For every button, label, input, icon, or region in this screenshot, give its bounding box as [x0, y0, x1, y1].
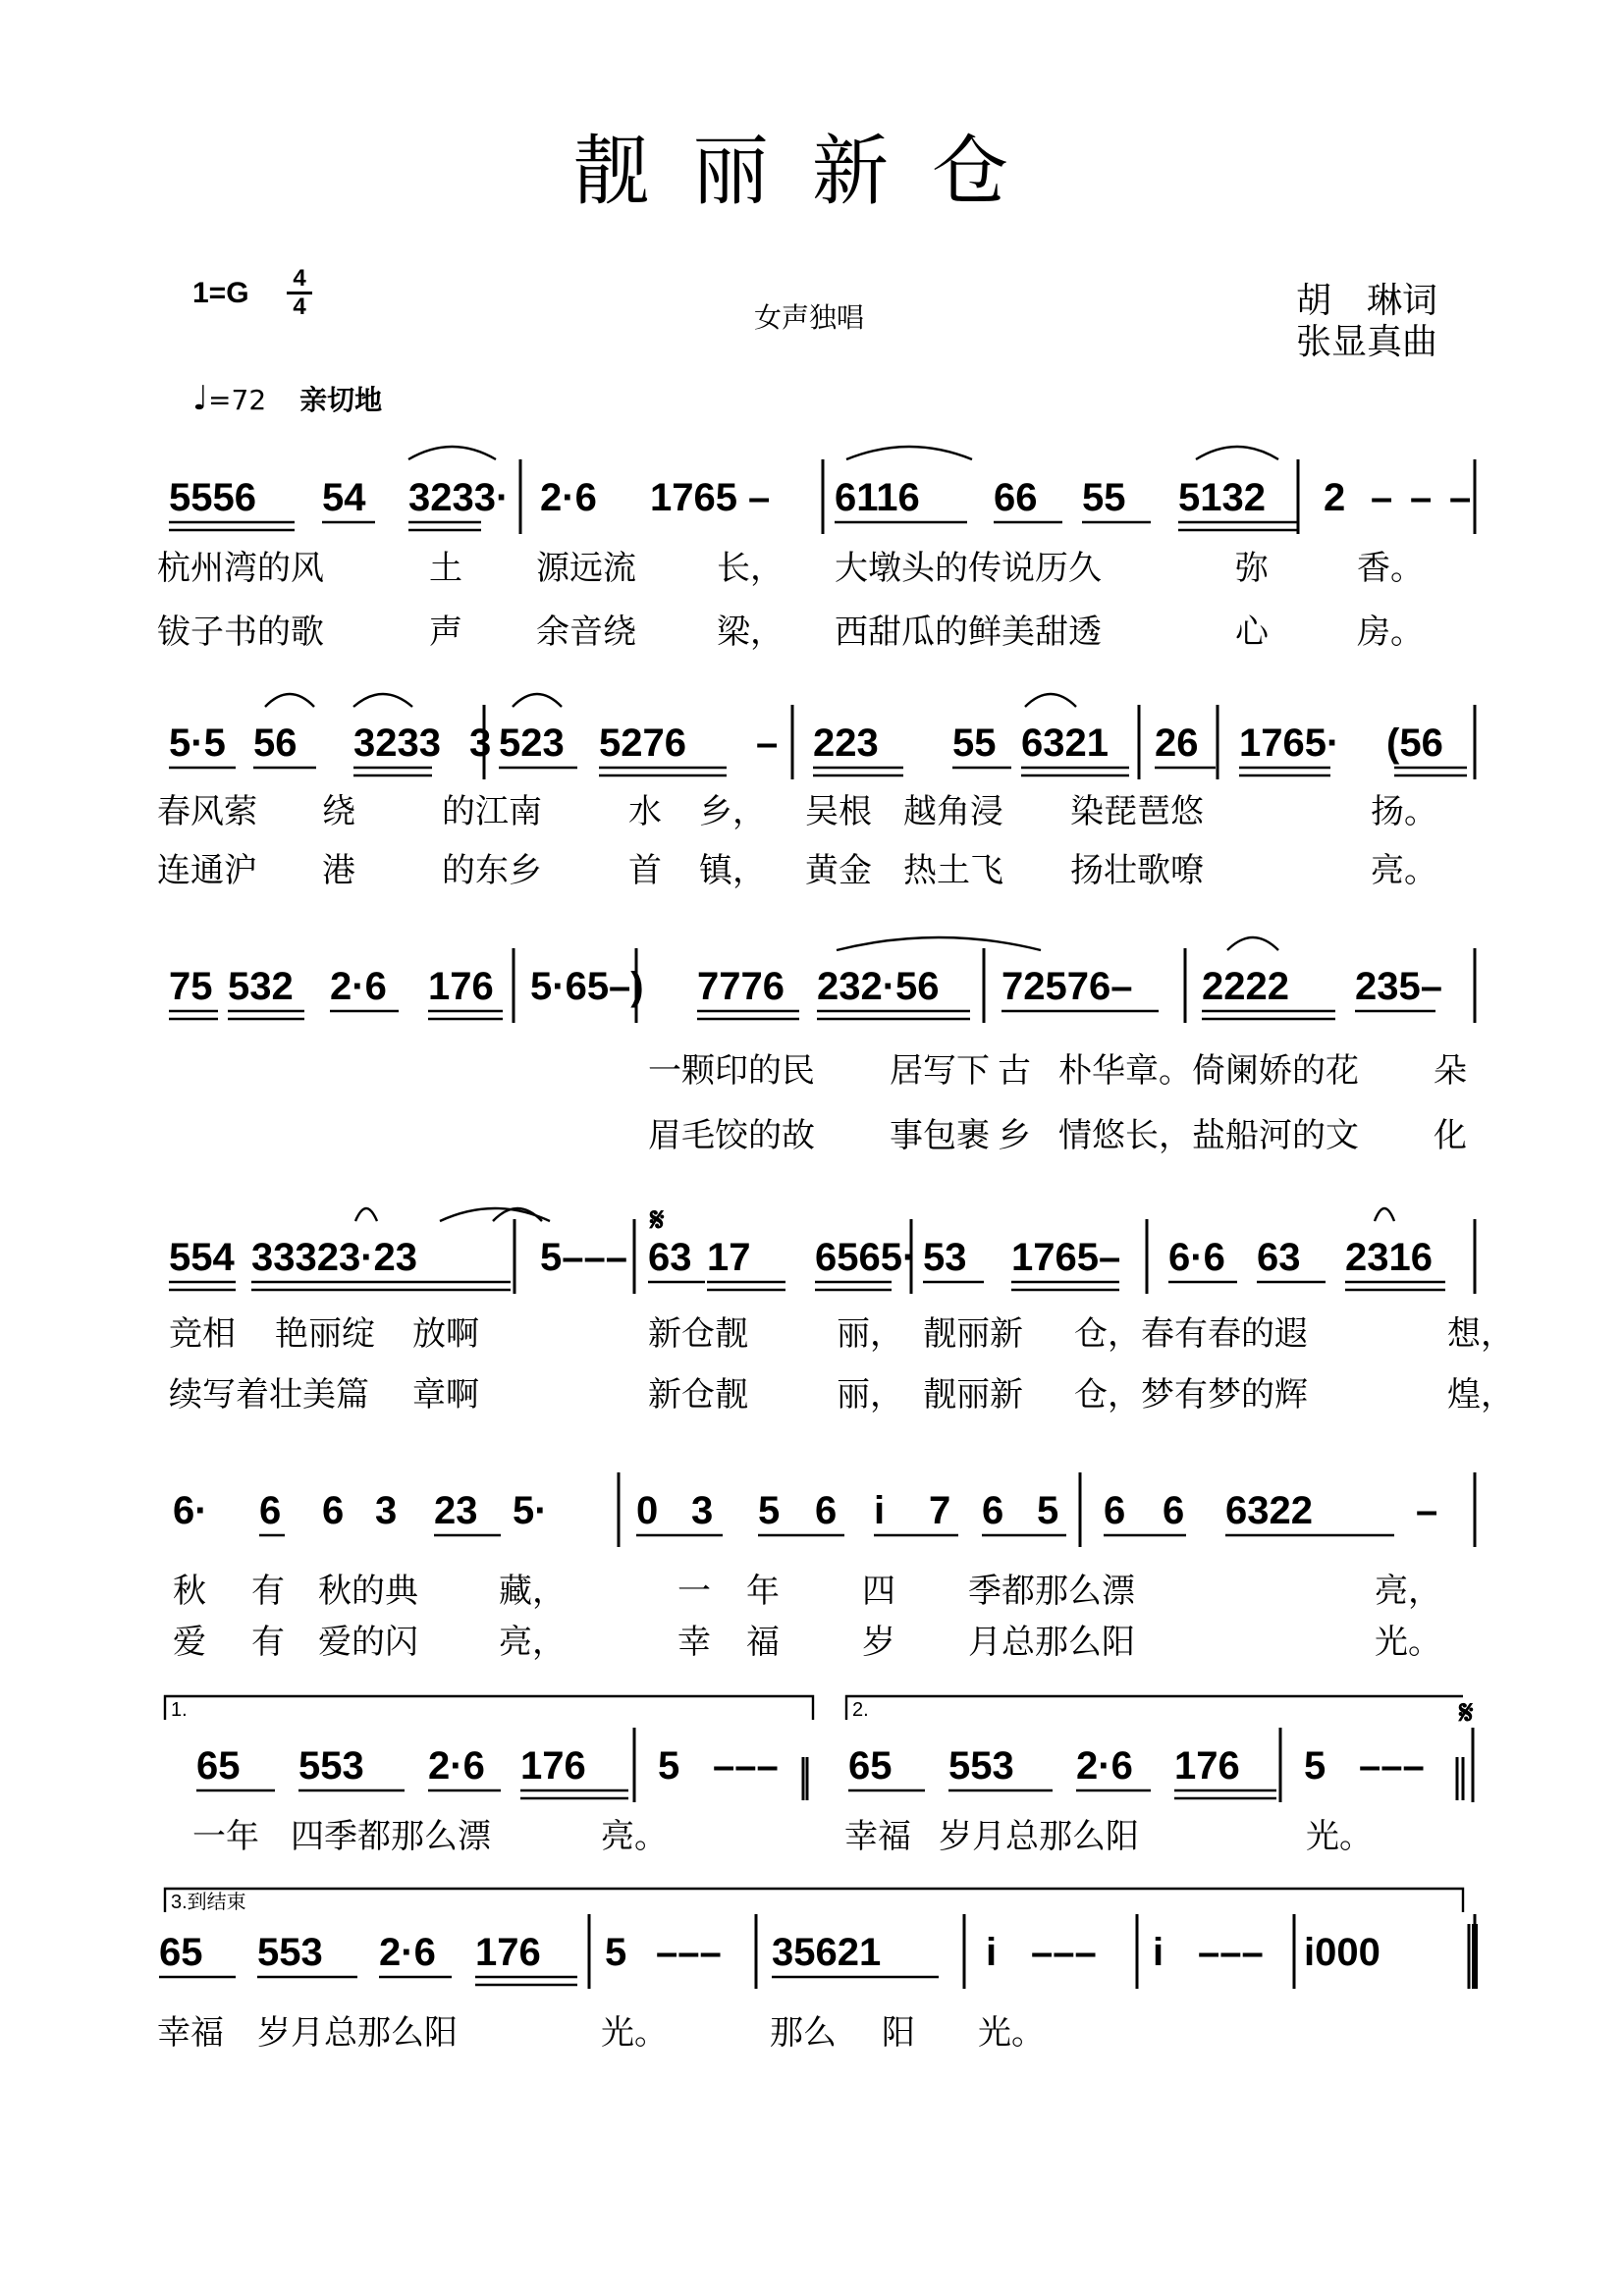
lyric-text: 居写下 [890, 1051, 990, 1091]
lyric-text: 一年 [192, 1817, 259, 1856]
note-group: ––– [1198, 1931, 1264, 1974]
note-group: 235– [1355, 965, 1442, 1008]
lyric-text: 连通沪 [157, 851, 257, 890]
composer-credit: 张显真曲 [1296, 322, 1438, 362]
note-group: 1765– [1011, 1236, 1121, 1279]
note-group: 3 [469, 721, 492, 765]
lyric-text: 秋的典 [318, 1572, 418, 1611]
note-group: 2·6 [330, 965, 387, 1008]
lyric-text: 春风萦 [157, 792, 257, 831]
note-group: 6322 [1225, 1489, 1313, 1532]
lyric-text: 仓，春有春的遐 [1074, 1314, 1308, 1354]
slur-arc [513, 694, 562, 707]
lyric-text: 朵 [1434, 1051, 1467, 1091]
note-group: 72576– [1001, 965, 1133, 1008]
lyric-text: 心 [1235, 613, 1269, 652]
note-group: 5 [1304, 1744, 1326, 1788]
lyric-text: 水 [628, 792, 662, 831]
note-group: 55 [952, 721, 997, 765]
note-group: 176 [1174, 1744, 1240, 1788]
note-group: 176 [428, 965, 494, 1008]
note-group: 55 [1082, 476, 1126, 519]
note-group: 553 [257, 1931, 323, 1974]
lyric-text: 福 [746, 1623, 780, 1662]
key-signature: 1=G [192, 277, 249, 309]
note-group: 5 [605, 1931, 627, 1974]
note-group: 5556 [169, 476, 256, 519]
note-group: 6 [1163, 1489, 1185, 1532]
lyric-text: 艳丽绽 [275, 1314, 375, 1354]
lyric-text: 仓，梦有梦的辉 [1074, 1375, 1308, 1415]
note-group: 1765· [1239, 721, 1340, 765]
slur-arc [837, 937, 1041, 950]
lyric-text: 朴华章。倚阑娇的花 [1058, 1051, 1359, 1091]
lyric-text: 古 [998, 1051, 1031, 1091]
ending-1-label: 1. [171, 1699, 188, 1721]
lyric-text: 藏， [499, 1572, 566, 1611]
lyric-text: 声 [429, 613, 462, 652]
note-group: 6·6 [1168, 1236, 1225, 1279]
slur-arc [265, 694, 314, 707]
lyric-text: 岁月总那么阳 [257, 2013, 458, 2053]
lyric-text: 事包裹 [890, 1116, 990, 1155]
ending-3-label: 3.到结束 [171, 1892, 246, 1913]
note-group: 35621 [772, 1931, 882, 1974]
note-group: (56 [1386, 721, 1443, 765]
note-group: – [1449, 476, 1472, 519]
note-group: 0 [636, 1489, 659, 1532]
lyric-text: 黄金 [805, 851, 872, 890]
lyric-text: 杭州湾的风 [157, 549, 324, 588]
slur-arc [1025, 694, 1076, 707]
lyric-text: 一颗印的民 [648, 1051, 815, 1091]
note-group: 33323·23 [251, 1236, 418, 1279]
time-signature-top: 4 [293, 265, 306, 292]
note-group: i [1153, 1931, 1164, 1974]
time-signature-bottom: 4 [293, 294, 306, 320]
lyric-text: 爱的闪 [318, 1623, 418, 1662]
note-group: 6· [173, 1489, 208, 1532]
lyric-text: 有 [251, 1623, 285, 1662]
lyric-text: 幸 [677, 1623, 711, 1662]
note-group: 66 [994, 476, 1038, 519]
note-group: 26 [1155, 721, 1199, 765]
lyric-text: 钹子书的歌 [157, 613, 324, 652]
lyric-text: 有 [251, 1572, 285, 1611]
note-group: 6 [815, 1489, 838, 1532]
lyric-text: 港 [322, 851, 355, 890]
note-group: 65 [848, 1744, 893, 1788]
note-group: 65 [196, 1744, 241, 1788]
lyric-text: 亮。 [1371, 851, 1437, 890]
lyric-text: 那么 [770, 2013, 837, 2053]
note-group: 5––– [540, 1236, 627, 1279]
note-group: 5 [758, 1489, 781, 1532]
lyric-text: 房。 [1357, 613, 1424, 652]
lyric-text: 光。 [978, 2013, 1045, 2053]
note-group: ––– [1359, 1744, 1425, 1788]
slur-arc [1375, 1208, 1394, 1221]
note-group: 223 [813, 721, 879, 765]
lyric-text: 新仓靓 [648, 1314, 748, 1354]
expression-mark: 亲切地 [299, 384, 383, 416]
note-group: 6 [1104, 1489, 1126, 1532]
slur-arc [408, 447, 496, 459]
note-group: – [748, 476, 771, 519]
lyric-text: 月总那么阳 [968, 1623, 1135, 1662]
note-group: 3 [691, 1489, 714, 1532]
note-group: 56 [253, 721, 298, 765]
lyric-text: 大墩头的传说历久 [835, 549, 1102, 588]
note-group: 65 [159, 1931, 203, 1974]
lyric-text: 乡， [699, 792, 766, 831]
note-group: 6 [322, 1489, 345, 1532]
segno-icon: 𝄋 [650, 1201, 665, 1240]
lyric-text: 扬。 [1371, 792, 1437, 831]
lyric-text: 靓丽新 [923, 1375, 1023, 1415]
slur-arc [1196, 447, 1278, 459]
lyric-text: 幸福 [157, 2013, 224, 2053]
lyric-text: 的江南 [442, 792, 542, 831]
lyric-text: 香。 [1357, 549, 1424, 588]
note-group: – [756, 721, 779, 765]
note-group: 53 [923, 1236, 967, 1279]
lyric-text: 情悠长，盐船河的文 [1058, 1116, 1359, 1155]
lyric-text: 吴根 [805, 792, 872, 831]
note-group: 553 [298, 1744, 364, 1788]
note-group: 54 [322, 476, 366, 519]
lyric-text: 阳 [882, 2013, 915, 2053]
note-group: ––– [656, 1931, 722, 1974]
lyric-text: 热土飞 [903, 851, 1003, 890]
note-group: 176 [520, 1744, 586, 1788]
note-group: 6565· [815, 1236, 916, 1279]
note-group: i [986, 1931, 998, 1974]
note-group: 2 [1324, 476, 1346, 519]
lyric-text: 绕 [322, 792, 355, 831]
slur-arc [353, 694, 412, 707]
lyric-text: 章啊 [412, 1375, 479, 1415]
note-group: 3 [375, 1489, 398, 1532]
ending-3-bracket [165, 1889, 1463, 1912]
note-group: 7776 [697, 965, 785, 1008]
note-group: 2·6 [379, 1931, 436, 1974]
note-group: i [874, 1489, 886, 1532]
note-group: 5·5 [169, 721, 226, 765]
ending-1-bracket [165, 1696, 813, 1720]
note-group: 176 [475, 1931, 541, 1974]
performer-label: 女声独唱 [754, 301, 865, 334]
lyric-text: 亮， [499, 1623, 566, 1662]
note-group: 6116 [835, 476, 920, 519]
lyric-text: 的东乡 [442, 851, 542, 890]
lyric-text: 丽， [837, 1375, 903, 1415]
note-group: ––– [713, 1744, 779, 1788]
ending-2-label: 2. [852, 1699, 869, 1721]
note-group: 23 [434, 1489, 478, 1532]
lyric-text: 镇， [699, 851, 766, 890]
note-group: 5 [1037, 1489, 1059, 1532]
note-group: i000 [1304, 1931, 1380, 1974]
note-group: 532 [228, 965, 294, 1008]
lyricist-credit: 胡 琳词 [1296, 281, 1438, 321]
slur-arc [846, 447, 972, 459]
lyric-text: 化 [1434, 1116, 1467, 1155]
tempo-value: =72 [208, 384, 267, 416]
note-group: 6321 [1021, 721, 1109, 765]
lyric-text: 源远流 [536, 549, 636, 588]
note-group: 554 [169, 1236, 235, 1279]
note-group: – [1371, 476, 1393, 519]
ending-2-bracket [846, 1696, 1463, 1720]
lyric-text: 季都那么漂 [968, 1572, 1135, 1611]
note-group: 523 [499, 721, 565, 765]
lyric-text: 乡 [998, 1116, 1031, 1155]
lyric-text: 余音绕 [536, 613, 636, 652]
note-group: 17 [707, 1236, 751, 1279]
lyric-text: 亮， [1375, 1572, 1441, 1611]
lyric-text: 四 [862, 1572, 895, 1611]
note-group: 63 [1257, 1236, 1301, 1279]
note-group: 5 [658, 1744, 680, 1788]
lyric-text: 岁月总那么阳 [939, 1817, 1139, 1856]
note-group: – [1416, 1489, 1438, 1532]
slur-arc [355, 1208, 377, 1221]
note-group: 2·6 [1076, 1744, 1133, 1788]
lyric-text: 光。 [1375, 1623, 1441, 1662]
lyric-text: 眉毛饺的故 [648, 1116, 815, 1155]
lyric-text: 秋 [173, 1572, 206, 1611]
note-group: 7 [929, 1489, 951, 1532]
note-group: 5276 [599, 721, 686, 765]
lyric-text: 竞相 [169, 1314, 236, 1354]
page-title: 靓丽新仓 [571, 128, 1052, 216]
lyric-text: 光。 [601, 2013, 668, 2053]
lyric-text: 染琵琶悠 [1070, 792, 1204, 831]
note-group: 3233· [408, 476, 510, 519]
note-group: – [1410, 476, 1433, 519]
lyric-text: 丽， [837, 1314, 903, 1354]
note-group: ––– [1031, 1931, 1097, 1974]
lyric-text: 扬壮歌嘹 [1070, 851, 1204, 890]
lyric-text: 放啊 [412, 1314, 479, 1354]
lyric-text: 首 [628, 851, 662, 890]
note-group: 1765 [650, 476, 737, 519]
lyric-text: 梁， [717, 613, 784, 652]
note-group: 5· [513, 1489, 548, 1532]
note-group: 553 [948, 1744, 1014, 1788]
lyric-text: 想， [1447, 1314, 1514, 1354]
lyric-text: 爱 [173, 1623, 206, 1662]
note-group: 75 [169, 965, 213, 1008]
note-group: 2222 [1202, 965, 1289, 1008]
note-group: 232·56 [817, 965, 940, 1008]
note-group: 2·6 [428, 1744, 485, 1788]
lyric-text: 一 [677, 1572, 711, 1611]
note-group: 63 [648, 1236, 692, 1279]
lyric-text: 亮。 [601, 1817, 668, 1856]
lyric-text: 越角浸 [903, 792, 1003, 831]
lyric-text: 岁 [862, 1623, 895, 1662]
lyric-text: 长， [717, 549, 784, 588]
note-group: 2·6 [540, 476, 597, 519]
lyric-text: 光。 [1306, 1817, 1373, 1856]
note-group: 5·65–) [530, 965, 644, 1008]
note-group: 5132 [1178, 476, 1266, 519]
lyric-text: 新仓靓 [648, 1375, 748, 1415]
quarter-note-icon: ♩ [192, 379, 209, 418]
slur-arc [1227, 937, 1278, 950]
lyric-text: 煌， [1447, 1375, 1514, 1415]
lyric-text: 续写着壮美篇 [169, 1375, 369, 1415]
lyric-text: 西甜瓜的鲜美甜透 [835, 613, 1102, 652]
lyric-text: 年 [746, 1572, 780, 1611]
segno-icon: 𝄋 [1459, 1693, 1474, 1733]
note-group: 6 [259, 1489, 282, 1532]
lyric-text: 靓丽新 [923, 1314, 1023, 1354]
lyric-text: 四季都那么漂 [291, 1817, 491, 1856]
lyric-text: 幸福 [844, 1817, 911, 1856]
note-group: 2316 [1345, 1236, 1433, 1279]
note-group: 3233 [353, 721, 441, 765]
note-group: 6 [982, 1489, 1004, 1532]
lyric-text: 土 [429, 549, 462, 588]
lyric-text: 弥 [1235, 549, 1269, 588]
score-layer [157, 447, 1514, 2053]
